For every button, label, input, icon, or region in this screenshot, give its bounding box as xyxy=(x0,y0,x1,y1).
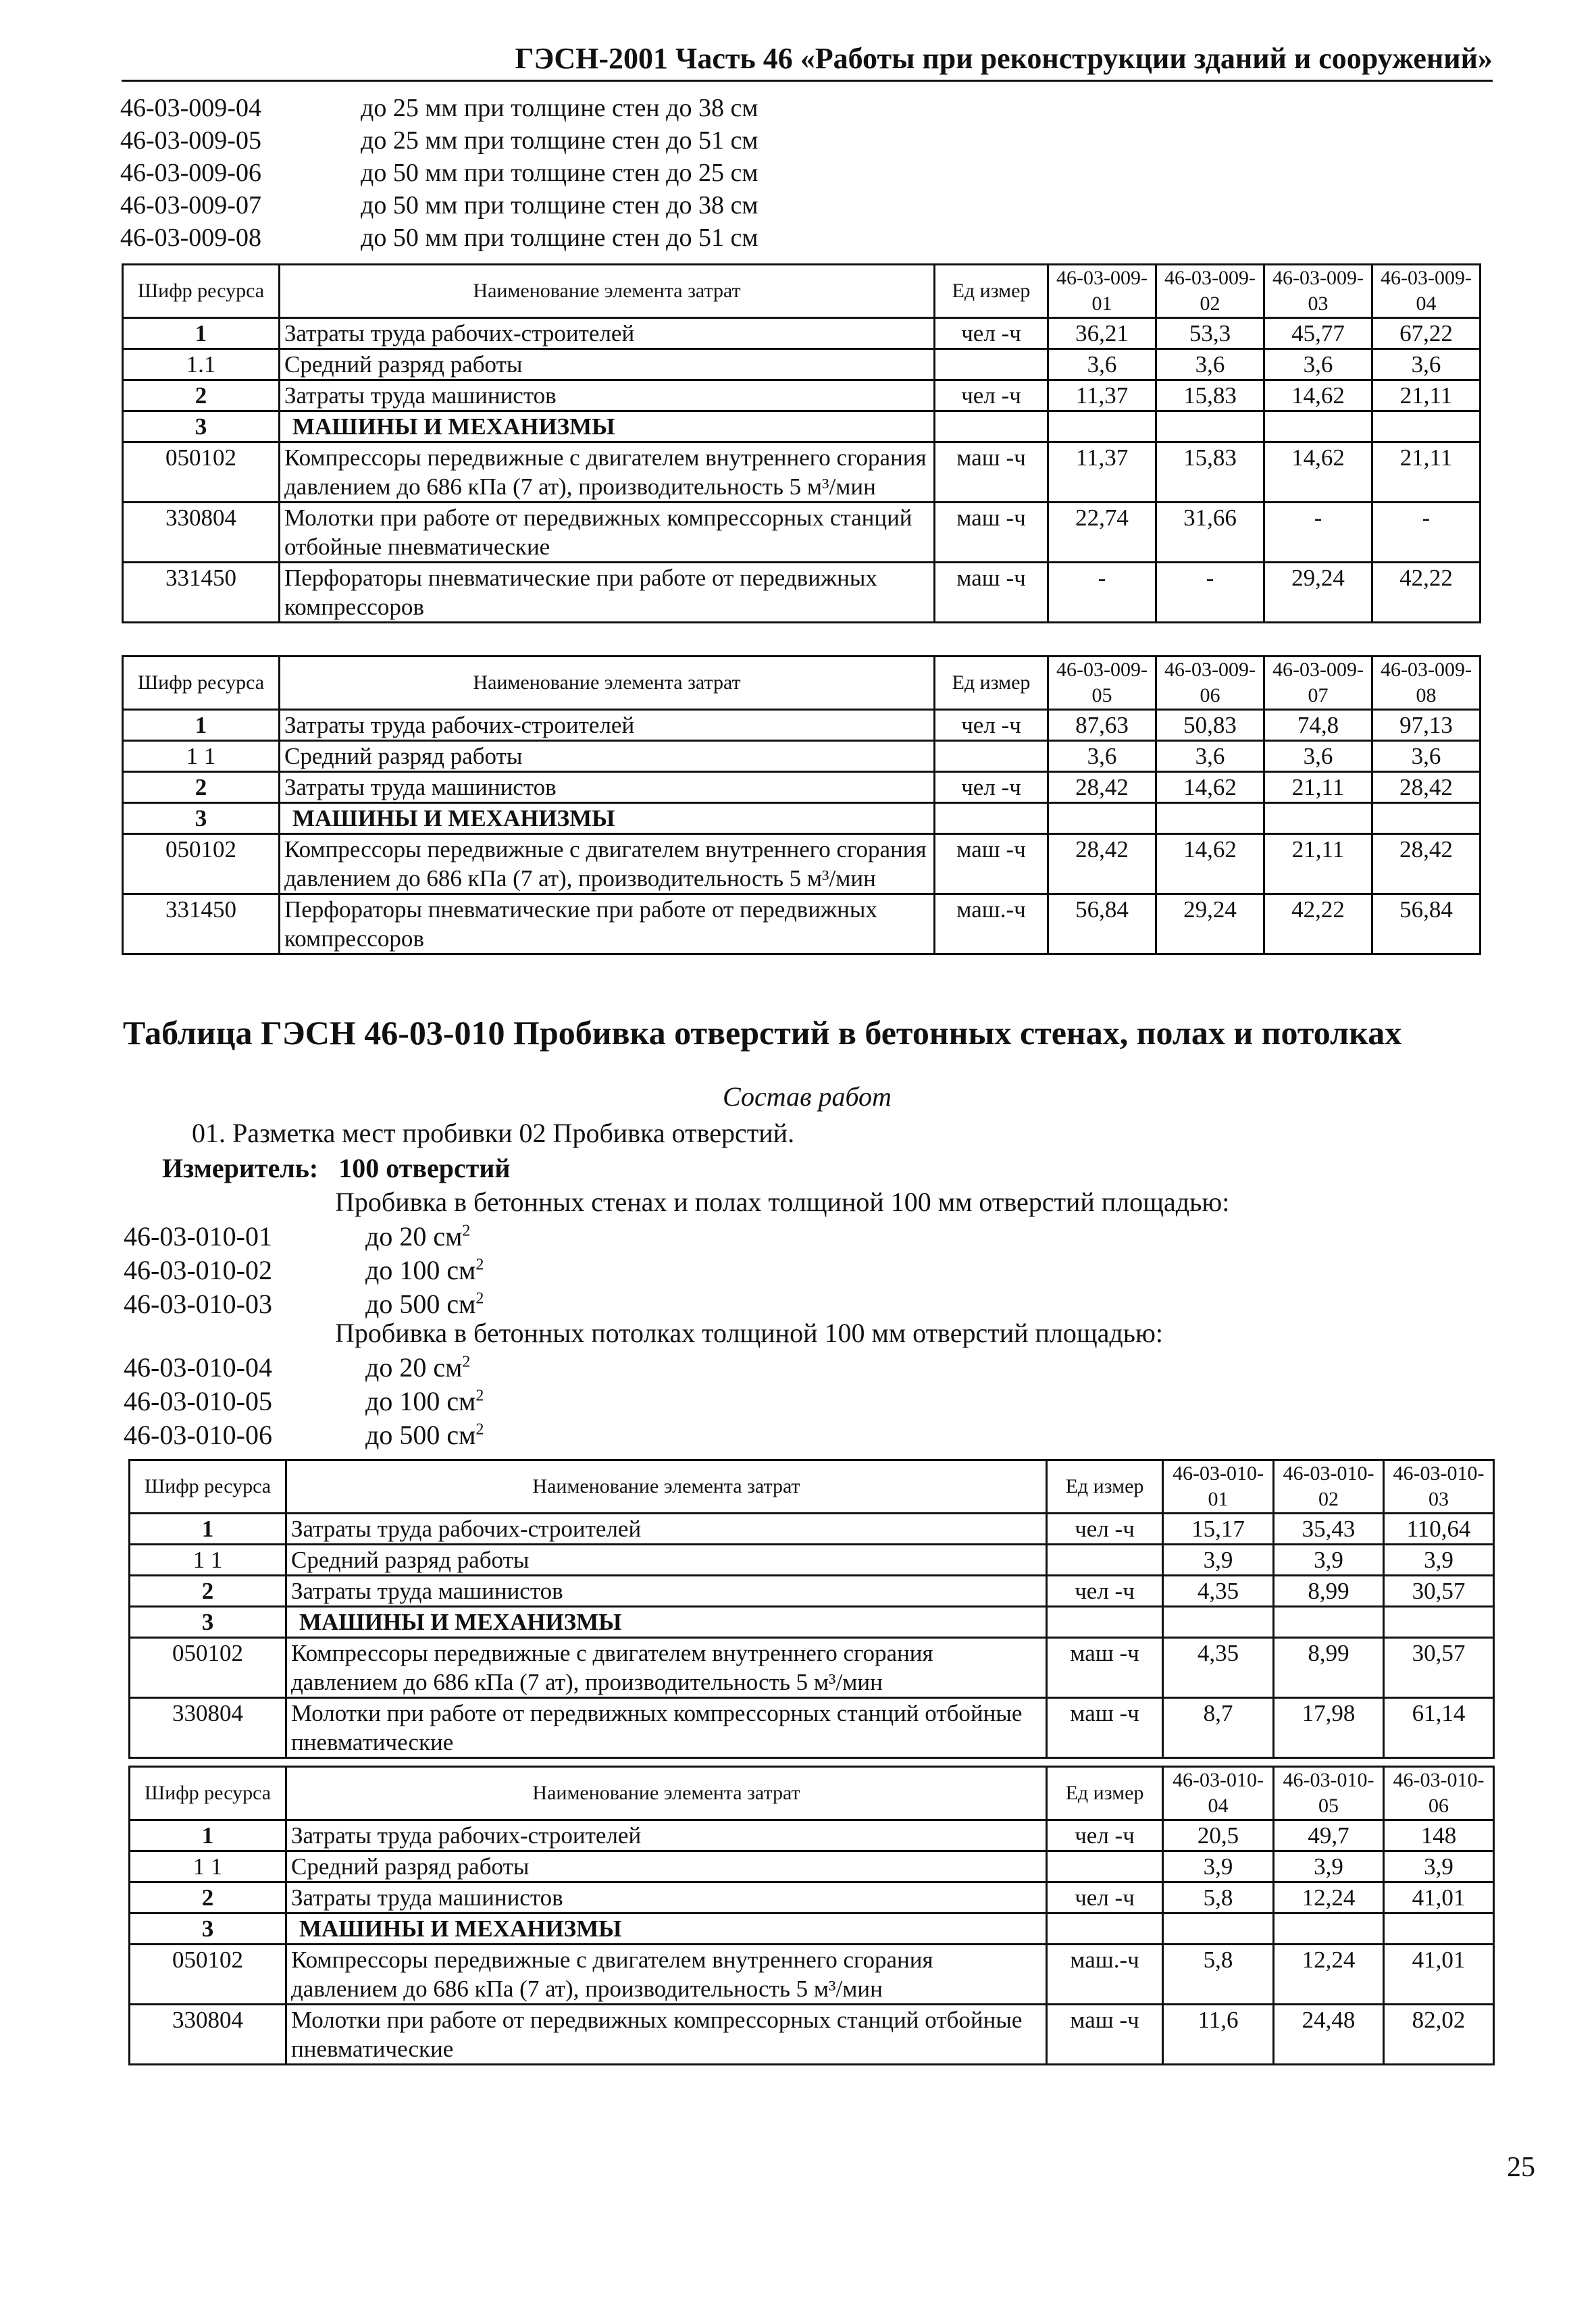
col-header-name: Наименование элемента затрат xyxy=(286,1767,1047,1820)
norm-value: 56,84 xyxy=(1048,894,1156,954)
norm-value: - xyxy=(1156,563,1264,623)
norm-value: 61,14 xyxy=(1384,1698,1494,1758)
resource-name: Средний разряд работы xyxy=(286,1545,1047,1576)
table-row xyxy=(130,1698,1494,1758)
resource-name: Затраты труда рабочих-строителей xyxy=(286,1820,1047,1851)
table-row xyxy=(123,380,1481,411)
table-body xyxy=(123,710,1481,954)
col-header-name: Наименование элемента затрат xyxy=(286,1460,1047,1514)
norm-value: 3,9 xyxy=(1163,1545,1274,1576)
resource-code: 330804 xyxy=(130,1698,286,1758)
code: 46-03-009-06 xyxy=(120,159,261,187)
norm-value xyxy=(1384,1913,1494,1945)
resource-unit: маш.-ч xyxy=(1047,1945,1163,2005)
code-desc: до 500 $см^2$ xyxy=(365,1420,484,1450)
norm-value xyxy=(1156,411,1264,442)
table-row xyxy=(123,772,1481,803)
code-row xyxy=(120,222,1066,254)
resource-unit: маш -ч xyxy=(935,442,1048,503)
resource-code: 1.1 xyxy=(123,349,280,380)
resource-name: Перфораторы пневматические при работе от передвижных компрессоров xyxy=(280,894,935,954)
resource-unit: маш -ч xyxy=(935,563,1048,623)
norm-value xyxy=(1372,411,1481,442)
norm-value: 42,22 xyxy=(1264,894,1372,954)
norm-value: 3,9 xyxy=(1384,1851,1494,1882)
col-header-code: Шифр ресурса xyxy=(123,265,280,318)
resource-code: 1 1 xyxy=(123,741,280,772)
table-row xyxy=(123,318,1481,349)
resource-name: МАШИНЫ И МЕХАНИЗМЫ xyxy=(286,1913,1047,1945)
resource-code: 1 xyxy=(130,1820,286,1851)
norm-value: 67,22 xyxy=(1372,318,1481,349)
resource-unit: чел -ч xyxy=(1047,1514,1163,1545)
codes-list-top xyxy=(120,92,1066,254)
col-header-unit: Ед измер xyxy=(1047,1460,1163,1514)
norm-value: 3,6 xyxy=(1372,349,1481,380)
norm-value: 5,8 xyxy=(1163,1882,1274,1913)
resource-unit: маш -ч xyxy=(1047,1638,1163,1698)
norm-value: 3,6 xyxy=(1372,741,1481,772)
table-row xyxy=(130,1576,1494,1607)
norm-value: 35,43 xyxy=(1274,1514,1384,1545)
norm-value: 3,9 xyxy=(1274,1545,1384,1576)
col-header-code: Шифр ресурса xyxy=(123,657,280,710)
code: 46-03-010-06 xyxy=(124,1420,272,1450)
table-row xyxy=(130,1851,1494,1882)
col-header-norm: 46-03-009-04 xyxy=(1372,265,1481,318)
code-desc: до 25 мм при толщине стен до 38 см xyxy=(361,94,758,122)
group1-title: Пробивка в бетонных стенах и полах толщиной 100 мм отверстий площадью: xyxy=(335,1187,1230,1217)
resource-code: 3 xyxy=(123,803,280,834)
code-row xyxy=(124,1254,731,1287)
code-row xyxy=(124,1418,731,1452)
resource-code: 050102 xyxy=(130,1945,286,2005)
norm-value: 74,8 xyxy=(1264,710,1372,741)
resource-code: 3 xyxy=(130,1607,286,1638)
resource-unit: маш -ч xyxy=(935,503,1048,563)
resource-code: 050102 xyxy=(123,442,280,503)
resource-name: Молотки при работе от передвижных компрессорных станций отбойные пневматические xyxy=(286,2005,1047,2065)
code: 46-03-010-03 xyxy=(124,1289,272,1319)
norm-value xyxy=(1372,803,1481,834)
resource-name: Компрессоры передвижные с двигателем внутреннего сгорания давлением до 686 кПа (7 ат), производительность 5 м³/мин xyxy=(286,1945,1047,2005)
resource-name: Молотки при работе от передвижных компрессорных станций отбойные пневматические xyxy=(286,1698,1047,1758)
code: 46-03-010-05 xyxy=(124,1386,272,1416)
norm-value xyxy=(1274,1913,1384,1945)
norm-value: - xyxy=(1372,503,1481,563)
table-row xyxy=(130,1545,1494,1576)
code-desc: до 20 $см^2$ xyxy=(365,1352,471,1383)
resource-code: 050102 xyxy=(130,1638,286,1698)
norm-value: 12,24 xyxy=(1274,1945,1384,2005)
norm-value: 14,62 xyxy=(1156,772,1264,803)
col-header-name: Наименование элемента затрат xyxy=(280,657,935,710)
table-row xyxy=(130,1945,1494,2005)
resource-code: 331450 xyxy=(123,894,280,954)
norm-value: 15,83 xyxy=(1156,442,1264,503)
table-row xyxy=(123,741,1481,772)
codes-group1 xyxy=(124,1220,731,1321)
norm-value xyxy=(1384,1607,1494,1638)
norm-value: 41,01 xyxy=(1384,1945,1494,2005)
col-header-norm: 46-03-009-05 xyxy=(1048,657,1156,710)
resource-code: 331450 xyxy=(123,563,280,623)
col-header-name: Наименование элемента затрат xyxy=(280,265,935,318)
norm-value: 28,42 xyxy=(1372,772,1481,803)
codes-group2 xyxy=(124,1351,731,1452)
resource-unit: чел -ч xyxy=(935,318,1048,349)
norm-value: 30,57 xyxy=(1384,1576,1494,1607)
norm-value: 36,21 xyxy=(1048,318,1156,349)
norm-value: 21,11 xyxy=(1372,442,1481,503)
code: 46-03-009-04 xyxy=(120,94,261,122)
resource-unit: чел -ч xyxy=(1047,1820,1163,1851)
work-items: 01. Разметка мест пробивки 02 Пробивка отверстий. xyxy=(192,1118,795,1148)
table-row xyxy=(130,1820,1494,1851)
norm-value: 29,24 xyxy=(1264,563,1372,623)
resource-unit: маш -ч xyxy=(1047,2005,1163,2065)
resource-name: Затраты труда рабочих-строителей xyxy=(280,318,935,349)
resource-code: 1 1 xyxy=(130,1545,286,1576)
norm-value: 3,6 xyxy=(1156,349,1264,380)
resource-code: 330804 xyxy=(123,503,280,563)
resource-code: 2 xyxy=(130,1882,286,1913)
code-desc: до 50 мм при толщине стен до 25 см xyxy=(361,159,758,187)
norm-value: 24,48 xyxy=(1274,2005,1384,2065)
norm-value: 3,6 xyxy=(1156,741,1264,772)
norm-value: 45,77 xyxy=(1264,318,1372,349)
norm-value: 15,17 xyxy=(1163,1514,1274,1545)
resource-unit xyxy=(1047,1607,1163,1638)
code-row xyxy=(124,1385,731,1418)
measure-label: Измеритель: xyxy=(162,1153,319,1183)
norm-value: 30,57 xyxy=(1384,1638,1494,1698)
resource-unit xyxy=(935,411,1048,442)
norm-value: 97,13 xyxy=(1372,710,1481,741)
norm-value: - xyxy=(1264,503,1372,563)
work-heading: Состав работ xyxy=(723,1081,892,1112)
code: 46-03-009-05 xyxy=(120,126,261,155)
table-row xyxy=(123,894,1481,954)
table-row xyxy=(123,349,1481,380)
code-row xyxy=(120,124,1066,157)
code: 46-03-010-02 xyxy=(124,1255,272,1285)
resource-unit xyxy=(935,349,1048,380)
norm-value: 41,01 xyxy=(1384,1882,1494,1913)
norm-value xyxy=(1163,1913,1274,1945)
norm-value: 4,35 xyxy=(1163,1638,1274,1698)
norm-value: 11,37 xyxy=(1048,380,1156,411)
norm-value: 5,8 xyxy=(1163,1945,1274,2005)
norm-value: 148 xyxy=(1384,1820,1494,1851)
page-number: 25 xyxy=(1507,2152,1535,2183)
resource-name: Перфораторы пневматические при работе от передвижных компрессоров xyxy=(280,563,935,623)
col-header-norm: 46-03-010-03 xyxy=(1384,1460,1494,1514)
norm-value: 3,6 xyxy=(1264,741,1372,772)
code: 46-03-009-07 xyxy=(120,191,261,220)
norm-value xyxy=(1264,411,1372,442)
norm-value xyxy=(1264,803,1372,834)
norm-value: 3,9 xyxy=(1274,1851,1384,1882)
resource-code: 3 xyxy=(123,411,280,442)
resource-name: Средний разряд работы xyxy=(280,741,935,772)
resource-table-2 xyxy=(122,655,1481,955)
code-row xyxy=(120,92,1066,124)
resource-code: 2 xyxy=(123,380,280,411)
table-row xyxy=(130,1882,1494,1913)
norm-value: 20,5 xyxy=(1163,1820,1274,1851)
measure-line xyxy=(162,1152,510,1184)
code-desc: до 100 $см^2$ xyxy=(365,1255,484,1285)
norm-value: 12,24 xyxy=(1274,1882,1384,1913)
norm-value: 3,6 xyxy=(1264,349,1372,380)
col-header-unit: Ед измер xyxy=(935,265,1048,318)
col-header-norm: 46-03-009-07 xyxy=(1264,657,1372,710)
norm-value: 28,42 xyxy=(1048,834,1156,894)
norm-value: 14,62 xyxy=(1264,442,1372,503)
norm-value: 56,84 xyxy=(1372,894,1481,954)
col-header-norm: 46-03-010-04 xyxy=(1163,1767,1274,1820)
table-row xyxy=(130,1514,1494,1545)
resource-unit: чел -ч xyxy=(935,380,1048,411)
table-row xyxy=(123,563,1481,623)
table-section-row xyxy=(130,1607,1494,1638)
code-row xyxy=(120,157,1066,189)
col-header-code: Шифр ресурса xyxy=(130,1460,286,1514)
norm-value: 3,9 xyxy=(1384,1545,1494,1576)
code: 46-03-010-04 xyxy=(124,1352,272,1383)
norm-value: 28,42 xyxy=(1048,772,1156,803)
resource-unit: чел -ч xyxy=(1047,1882,1163,1913)
resource-name: Затраты труда машинистов xyxy=(286,1882,1047,1913)
resource-name: Молотки при работе от передвижных компрессорных станций отбойные пневматические xyxy=(280,503,935,563)
norm-value: 53,3 xyxy=(1156,318,1264,349)
col-header-norm: 46-03-009-08 xyxy=(1372,657,1481,710)
col-header-norm: 46-03-009-03 xyxy=(1264,265,1372,318)
code-desc: до 500 $см^2$ xyxy=(365,1289,484,1319)
resource-name: Средний разряд работы xyxy=(286,1851,1047,1882)
resource-code: 1 xyxy=(130,1514,286,1545)
resource-name: Компрессоры передвижные с двигателем внутреннего сгорания давлением до 686 кПа (7 ат), производительность 5 м³/мин xyxy=(286,1638,1047,1698)
norm-value xyxy=(1048,411,1156,442)
resource-unit: маш -ч xyxy=(935,834,1048,894)
code-desc: до 20 $см^2$ xyxy=(365,1221,471,1252)
table-section-row xyxy=(130,1913,1494,1945)
table-section-row xyxy=(123,803,1481,834)
resource-code: 1 xyxy=(123,710,280,741)
norm-value: 8,7 xyxy=(1163,1698,1274,1758)
norm-value: 21,11 xyxy=(1372,380,1481,411)
resource-unit: чел -ч xyxy=(1047,1576,1163,1607)
norm-value: 28,42 xyxy=(1372,834,1481,894)
table-row xyxy=(130,2005,1494,2065)
norm-value: 11,37 xyxy=(1048,442,1156,503)
col-header-unit: Ед измер xyxy=(935,657,1048,710)
norm-value: 21,11 xyxy=(1264,834,1372,894)
resource-table-1 xyxy=(122,263,1481,623)
resource-unit: маш -ч xyxy=(1047,1698,1163,1758)
table-body xyxy=(130,1514,1494,1758)
norm-value: 3,6 xyxy=(1048,741,1156,772)
norm-value xyxy=(1048,803,1156,834)
resource-name: МАШИНЫ И МЕХАНИЗМЫ xyxy=(280,411,935,442)
norm-value: 15,83 xyxy=(1156,380,1264,411)
norm-value xyxy=(1163,1607,1274,1638)
resource-code: 1 1 xyxy=(130,1851,286,1882)
resource-name: Компрессоры передвижные с двигателем внутреннего сгорания давлением до 686 кПа (7 ат), производительность 5 м³/мин xyxy=(280,442,935,503)
col-header-norm: 46-03-010-05 xyxy=(1274,1767,1384,1820)
table-body xyxy=(130,1820,1494,2065)
resource-name: Средний разряд работы xyxy=(280,349,935,380)
code-row xyxy=(120,189,1066,222)
norm-value: 87,63 xyxy=(1048,710,1156,741)
resource-unit: маш.-ч xyxy=(935,894,1048,954)
norm-value: 49,7 xyxy=(1274,1820,1384,1851)
table-row xyxy=(123,442,1481,503)
col-header-unit: Ед измер xyxy=(1047,1767,1163,1820)
code-desc: до 25 мм при толщине стен до 51 см xyxy=(361,126,758,155)
norm-value xyxy=(1274,1607,1384,1638)
resource-unit: чел -ч xyxy=(935,710,1048,741)
norm-value: 50,83 xyxy=(1156,710,1264,741)
col-header-norm: 46-03-009-02 xyxy=(1156,265,1264,318)
norm-value: 31,66 xyxy=(1156,503,1264,563)
norm-value: 8,99 xyxy=(1274,1576,1384,1607)
resource-code: 1 xyxy=(123,318,280,349)
norm-value: 4,35 xyxy=(1163,1576,1274,1607)
col-header-norm: 46-03-010-06 xyxy=(1384,1767,1494,1820)
page-header: ГЭСН-2001 Часть 46 «Работы при реконструкции зданий и сооружений» xyxy=(122,42,1493,82)
norm-value: 110,64 xyxy=(1384,1514,1494,1545)
norm-value: 22,74 xyxy=(1048,503,1156,563)
resource-table-3 xyxy=(128,1459,1495,1759)
resource-unit xyxy=(1047,1913,1163,1945)
code: 46-03-009-08 xyxy=(120,224,261,252)
resource-name: Затраты труда рабочих-строителей xyxy=(280,710,935,741)
norm-value: 3,9 xyxy=(1163,1851,1274,1882)
code-desc: до 100 $см^2$ xyxy=(365,1386,484,1416)
resource-code: 2 xyxy=(130,1576,286,1607)
col-header-norm: 46-03-010-02 xyxy=(1274,1460,1384,1514)
table-row xyxy=(123,834,1481,894)
col-header-code: Шифр ресурса xyxy=(130,1767,286,1820)
resource-unit: чел -ч xyxy=(935,772,1048,803)
norm-value: 14,62 xyxy=(1264,380,1372,411)
table-row xyxy=(123,710,1481,741)
resource-unit xyxy=(1047,1545,1163,1576)
resource-code: 3 xyxy=(130,1913,286,1945)
resource-unit xyxy=(1047,1851,1163,1882)
table-row xyxy=(130,1638,1494,1698)
code-desc: до 50 мм при толщине стен до 38 см xyxy=(361,191,758,220)
norm-value xyxy=(1156,803,1264,834)
norm-value: 21,11 xyxy=(1264,772,1372,803)
resource-code: 330804 xyxy=(130,2005,286,2065)
norm-value: 3,6 xyxy=(1048,349,1156,380)
norm-value: 17,98 xyxy=(1274,1698,1384,1758)
group2-title: Пробивка в бетонных потолках толщиной 100 мм отверстий площадью: xyxy=(335,1318,1164,1348)
table-section-row xyxy=(123,411,1481,442)
resource-code: 2 xyxy=(123,772,280,803)
code-row xyxy=(124,1287,731,1321)
code-desc: до 50 мм при толщине стен до 51 см xyxy=(361,224,758,252)
table-row xyxy=(123,503,1481,563)
resource-name: Затраты труда машинистов xyxy=(286,1576,1047,1607)
col-header-norm: 46-03-009-01 xyxy=(1048,265,1156,318)
col-header-norm: 46-03-010-01 xyxy=(1163,1460,1274,1514)
resource-table-4 xyxy=(128,1766,1495,2065)
resource-name: Затраты труда рабочих-строителей xyxy=(286,1514,1047,1545)
col-header-norm: 46-03-009-06 xyxy=(1156,657,1264,710)
table-body xyxy=(123,318,1481,623)
resource-name: МАШИНЫ И МЕХАНИЗМЫ xyxy=(280,803,935,834)
resource-name: Затраты труда машинистов xyxy=(280,380,935,411)
norm-value: 42,22 xyxy=(1372,563,1481,623)
norm-value: 14,62 xyxy=(1156,834,1264,894)
resource-name: Компрессоры передвижные с двигателем внутреннего сгорания давлением до 686 кПа (7 ат), производительность 5 м³/мин xyxy=(280,834,935,894)
code-row xyxy=(124,1220,731,1254)
norm-value: - xyxy=(1048,563,1156,623)
norm-value: 29,24 xyxy=(1156,894,1264,954)
resource-unit xyxy=(935,803,1048,834)
resource-unit xyxy=(935,741,1048,772)
section-title: Таблица ГЭСН 46-03-010 Пробивка отверстий в бетонных стенах, полах и потолках xyxy=(123,1014,1402,1052)
norm-value: 8,99 xyxy=(1274,1638,1384,1698)
resource-name: Затраты труда машинистов xyxy=(280,772,935,803)
norm-value: 11,6 xyxy=(1163,2005,1274,2065)
code-row xyxy=(124,1351,731,1385)
resource-name: МАШИНЫ И МЕХАНИЗМЫ xyxy=(286,1607,1047,1638)
resource-code: 050102 xyxy=(123,834,280,894)
code: 46-03-010-01 xyxy=(124,1221,272,1252)
norm-value: 82,02 xyxy=(1384,2005,1494,2065)
measure-value: 100 отверстий xyxy=(338,1153,511,1183)
